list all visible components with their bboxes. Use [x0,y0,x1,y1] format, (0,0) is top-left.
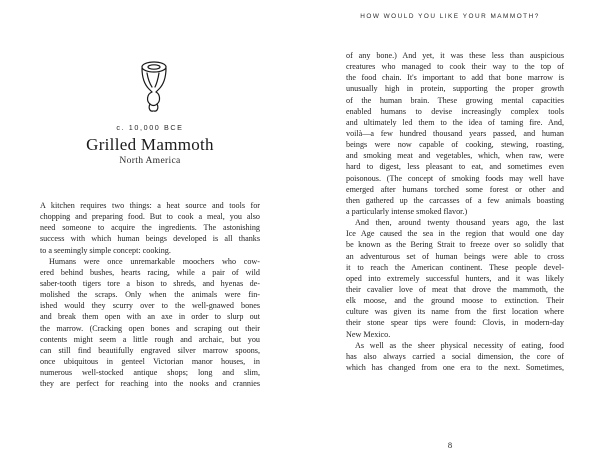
text-line: culture was given its name from the first location where [346,307,564,317]
text-line: oped into extremely successful hunters, and it was likely [346,273,564,283]
text-line: a particularly intense smoked flavor.) [346,206,468,216]
text-line: chopping and preparing food. But to cook a meal, you also [40,212,260,222]
text-line: they are perfect for reaching into the nooks and crannies [40,379,260,389]
text-line: Humans were once unremarkable moochers who cow- [49,256,260,266]
text-line: ered behind bushes, hearts racing, while a pair of wild [40,267,260,277]
text-line: the food chain. It's important to add that bone marrow is [346,73,564,83]
text-line: of any bone.) And yet, it was these less than auspicious [346,51,564,60]
running-head: HOW WOULD YOU LIKE YOUR MAMMOTH? [360,13,540,20]
text-line: be known as the Bering Strait to freeze over so solidly that [346,240,564,250]
text-line: the marrow. (Cracking open bones and scraping out their [40,323,260,333]
chapter-date: c. 10,000 BCE [116,123,184,132]
text-line: numerous well-stocked antique shops; long and slim, [40,368,260,378]
text-line: their stone spear tips were found: Clovis, in modern-day [346,318,564,328]
text-line: A kitchen requires two things: a heat source and tools for [40,201,260,210]
text-line: contents might seem a little rough and archaic, but you [40,334,260,344]
text-line: need someone to acquire the ingredients. The astonishing [40,223,260,233]
text-line: voilà—a few hundred thousand years passed, and human [346,128,564,138]
text-line: which has changed from one era to the next. Sometimes, [346,362,564,372]
text-line: to a seemingly simple concept: cooking. [40,245,171,255]
text-line: it to reach the American continent. These people devel- [346,262,564,272]
bone-marrow-illustration-icon [128,58,178,116]
text-line: creatures who managed to cook their way to the top of [346,62,564,72]
text-line: success with which human beings developed is all thanks [40,234,260,244]
text-line: emerged after humans torched some forest or other and [346,184,564,194]
text-line: their cavalier love of meat that drove the mammoth, the [346,284,564,294]
text-line: then gathered up the carcasses of a few animals boasting [346,195,564,205]
text-line: unusually high in protein, supporting the proper growth [346,84,564,94]
text-line: elk moose, and the ground moose to extinction. Their [346,296,564,306]
text-line: saber-tooth tigers tore a bison to shreds, and hyenas de- [40,278,260,288]
text-line: and smoking meat and vegetables, which, when raw, were [346,151,564,161]
left-body-text [40,200,260,389]
right-body-text [346,50,564,373]
chapter-region: North America [119,155,181,166]
text-line: Ice Age caused the sea in the region that would one day [346,229,564,239]
text-line: can still find beautifully engraved silver marrow spoons, [40,345,260,355]
text-line: New Mexico. [346,329,391,339]
text-line: ished would they scurry over to the well-gnawed bones [40,301,260,311]
text-line: poisonous. (The concept of smoking foods may well have [346,173,564,183]
text-line: As well as the sheer physical necessity of eating, food [355,340,564,350]
text-line: beings were now capable of cooking, stewing, roasting, [346,140,564,150]
chapter-title: Grilled Mammoth [86,135,214,154]
text-line: and ultimately led them to the idea of taming fire. And, [346,117,564,127]
text-line: molished the scraps. Only when the animals were fin- [40,290,260,300]
text-line: hard to digest, less pleasant to eat, and sometimes even [346,162,564,172]
text-line: And then, around twenty thousand years ago, the last [355,218,564,228]
text-line: has also always carried a social dimension, the core of [346,351,564,361]
text-line: once ubiquitous in genteel Victorian manor houses, in [40,356,260,366]
text-line: an adventurous set of human beings were able to cross [346,251,564,261]
text-line: enabled humans to devise increasingly complex tools [346,106,564,116]
page-number: 8 [447,440,453,450]
text-line: of the human brain. These growing mental capacities [346,95,564,105]
text-line: and break them open with an axe in order to slurp out [40,312,260,322]
